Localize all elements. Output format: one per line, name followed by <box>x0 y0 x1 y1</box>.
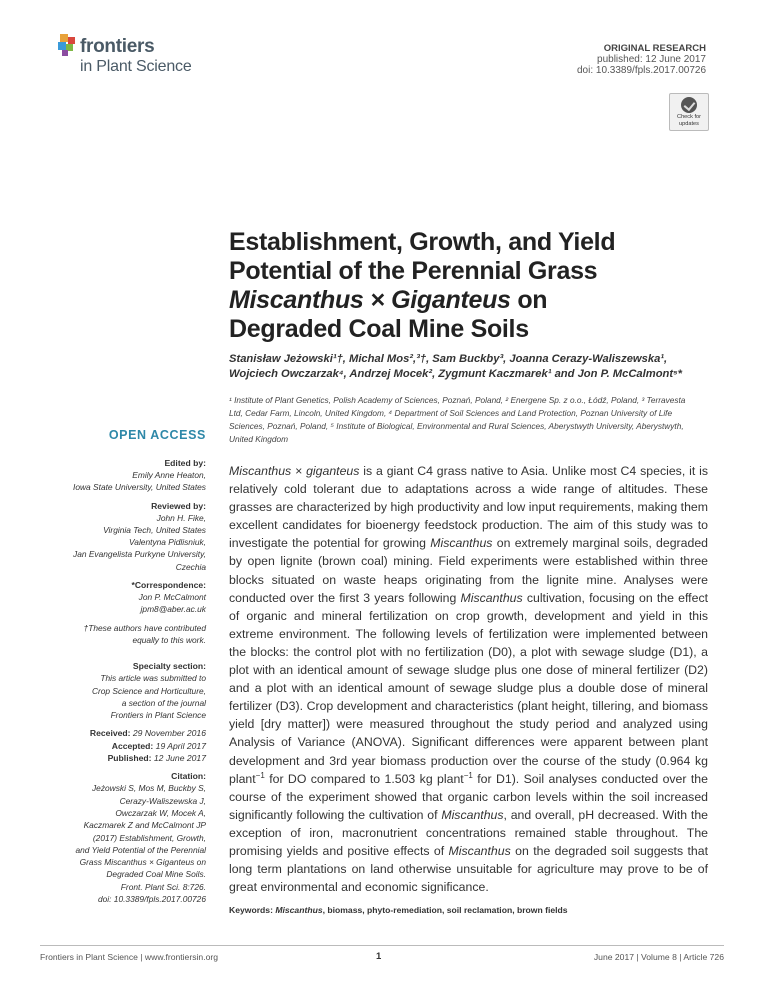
author-list <box>229 352 709 382</box>
affiliation-line: Sciences, Poznań, Poland, ⁵ Institute of Biological, Environmental and Rural Sciences, Aberystwyth University, Aberystwyth, <box>229 421 684 431</box>
doi-link[interactable]: doi: 10.3389/fpls.2017.00726 <box>577 65 706 76</box>
superscript: −1 <box>463 770 473 780</box>
species-name: Miscanthus <box>460 590 523 605</box>
title-italic-species: Miscanthus × Giganteus <box>229 286 511 314</box>
published-value: 12 June 2017 <box>151 753 206 764</box>
footer-journal[interactable]: Frontiers in Plant Science | www.frontiersin.org <box>40 952 218 962</box>
badge-text-line2: updates <box>679 120 699 127</box>
keywords <box>229 905 709 915</box>
citation-line: Owczarzak W, Mocek A, <box>115 807 206 818</box>
citation-line: Front. Plant Sci. 8:726. <box>120 881 206 892</box>
journal-logo[interactable] <box>58 34 228 82</box>
authors-line: Stanisław Jeżowski¹†, Michal Mos²,³†, Sam Buckby³, Joanna Cerazy-Waliszewska¹, <box>229 353 668 365</box>
logo-journal-name: in Plant Science <box>80 58 192 75</box>
received-date <box>40 727 206 739</box>
abstract-text: on the degraded soil suggests that long term plantations on land otherwise unsuitable for agriculture may prove to be of great environmental and economic significance. <box>229 843 708 895</box>
page-number: 1 <box>376 951 382 962</box>
citation-line: Jeżowski S, Mos M, Buckby S, <box>91 783 206 794</box>
abstract <box>229 462 708 896</box>
article-type: ORIGINAL RESEARCH <box>603 43 706 54</box>
affiliation-line: ¹ Institute of Plant Genetics, Polish Academy of Sciences, Poznań, Poland, ² Energene Sp. z o.o., Łódź, Poland, ³ Terravesta <box>229 395 686 405</box>
accepted-label: Accepted: <box>111 740 154 751</box>
title-line: Degraded Coal Mine Soils <box>229 315 529 343</box>
keyword-italic: Miscanthus <box>275 905 323 915</box>
citation-line: Cerazy-Waliszewska J, <box>119 795 206 806</box>
affiliation-line: Ltd, Cedar Farm, Lincoln, United Kingdom, ⁴ Department of Soil Sciences and Land Protection, Poznan University of Life <box>229 408 673 418</box>
species-name: Miscanthus × giganteus <box>229 464 360 478</box>
affiliation-line: United Kingdom <box>229 434 289 444</box>
citation-line: and Yield Potential of the Perennial <box>75 844 206 855</box>
keywords-list: , biomass, phyto-remediation, soil reclamation, brown fields <box>322 905 568 915</box>
article-meta <box>577 43 706 76</box>
editor-line: Emily Anne Heaton, <box>132 470 206 480</box>
published-date-side <box>40 752 206 764</box>
edited-by-heading: Edited by: <box>164 458 206 468</box>
species-name: Miscanthus <box>448 843 511 858</box>
citation-line: doi: 10.3389/fpls.2017.00726 <box>97 894 206 905</box>
abstract-text: is a giant C4 grass native to Asia. Unlike most C4 species, it is relatively cold tolerant due to adaptations across a wide range of altitudes. These grasses are characterized by high productivity and low input requirements, making them excellent candidates for bioenergy feedstock production. The aim of this study was to investigate the potential for growing <box>229 464 708 551</box>
abstract-text: for DO compared to 1.503 kg plant <box>264 771 464 786</box>
open-access-label: OPEN ACCESS <box>108 428 206 442</box>
title-line: Establishment, Growth, and Yield <box>229 228 616 256</box>
superscript: −1 <box>255 770 265 780</box>
reviewer-line: Virginia Tech, United States <box>103 524 206 535</box>
citation-line: Degraded Coal Mine Soils. <box>106 869 206 880</box>
specialty-line: This article was submitted to <box>100 673 206 684</box>
article-title <box>229 228 689 344</box>
frontiers-logo-icon <box>58 34 78 58</box>
specialty-line: Frontiers in Plant Science <box>110 710 206 721</box>
specialty-line: Crop Science and Horticulture, <box>91 685 206 696</box>
title-line: Potential of the Perennial Grass <box>229 257 598 285</box>
reviewer-line: Jan Evangelista Purkyne University, <box>73 549 206 560</box>
authors-line: Wojciech Owczarzak⁴, Andrzej Mocek², Zygmunt Kaczmarek¹ and Jon P. McCalmont⁵* <box>229 368 682 380</box>
article-info-sidebar <box>40 428 206 905</box>
received-value: 29 November 2016 <box>130 728 206 739</box>
specialty-line: a section of the journal <box>121 697 206 708</box>
affiliations <box>229 394 709 446</box>
accepted-value: 19 April 2017 <box>153 740 206 751</box>
published-date: published: 12 June 2017 <box>597 54 706 65</box>
abstract-text: on extremely marginal soils, degraded by open lignite (brown coal) mining. Field experiments were established within three blocks situated on waste heaps originating from the lignite mine. Analyses were conducted over the first 3 years following <box>229 536 708 605</box>
abstract-text: , and overall, pH decreased. With the exception of iron, macronutrient concentrations remained stable throughout. The promising yields and positive effects of <box>229 807 709 858</box>
title-line <box>229 286 689 315</box>
equal-contribution-note: equally to this work. <box>132 634 206 645</box>
logo-wordmark: frontiers <box>80 36 155 57</box>
received-label: Received: <box>89 728 131 739</box>
citation-heading: Citation: <box>171 771 206 782</box>
species-name: Miscanthus <box>441 807 504 822</box>
reviewed-by-heading: Reviewed by: <box>151 500 206 511</box>
badge-text-line1: Check for <box>677 114 701 120</box>
citation-line: Grass Miscanthus × Giganteus on <box>79 857 206 868</box>
abstract-text: cultivation, focusing on the effect of organic and mineral fertilization on crop growth, development and yield in this extreme environment. The following levels of fertilization were implemented between the blocks: the control plot with no fertilization (D0), a plot with sewage sludge (D1), a plot with an identical amount of sewage sludge plus one dose of mineral fertilizer (D2) and a plot with an identical amount of sewage sludge plus a double dose of mineral fertilizer (D3). Crop development and characteristics (plant height, tillering, and biomass yield [dry matter]) were measured throughout the study period and analyzed using Analysis of Variance (ANOVA). Significant differences were apparent between plant development and 3rd year biomass production over the course of the study (0.964 kg plant <box>229 590 709 786</box>
check-for-updates-badge[interactable] <box>669 93 709 131</box>
citation-line: Kaczmarek Z and McCalmont JP <box>83 820 206 831</box>
correspondence-email[interactable]: jpm8@aber.ac.uk <box>140 604 206 615</box>
reviewer-line: Czechia <box>175 561 206 572</box>
equal-contribution-note: †These authors have contributed <box>83 622 206 633</box>
keywords-label: Keywords: <box>229 905 276 915</box>
reviewer-line: John H. Fike, <box>156 512 206 523</box>
editor-line: Iowa State University, United States <box>73 482 206 493</box>
check-icon <box>681 97 697 113</box>
published-label: Published: <box>107 753 152 764</box>
correspondence-name: Jon P. McCalmont <box>138 592 206 603</box>
species-name: Miscanthus <box>430 536 493 551</box>
footer-divider <box>40 945 724 946</box>
reviewer-line: Valentyna Pidlisniuk, <box>129 537 206 548</box>
specialty-heading: Specialty section: <box>132 661 206 672</box>
citation-line: (2017) Establishment, Growth, <box>92 832 206 843</box>
title-line-rest: on <box>510 286 548 314</box>
correspondence-heading: *Correspondence: <box>131 580 206 591</box>
accepted-date <box>40 740 206 752</box>
footer-issue: June 2017 | Volume 8 | Article 726 <box>593 952 724 962</box>
abstract-text: for D1). Soil analyses conducted over the course of the experiment showed that organic carbon levels within the soil increased significantly following the cultivation of <box>229 771 708 822</box>
